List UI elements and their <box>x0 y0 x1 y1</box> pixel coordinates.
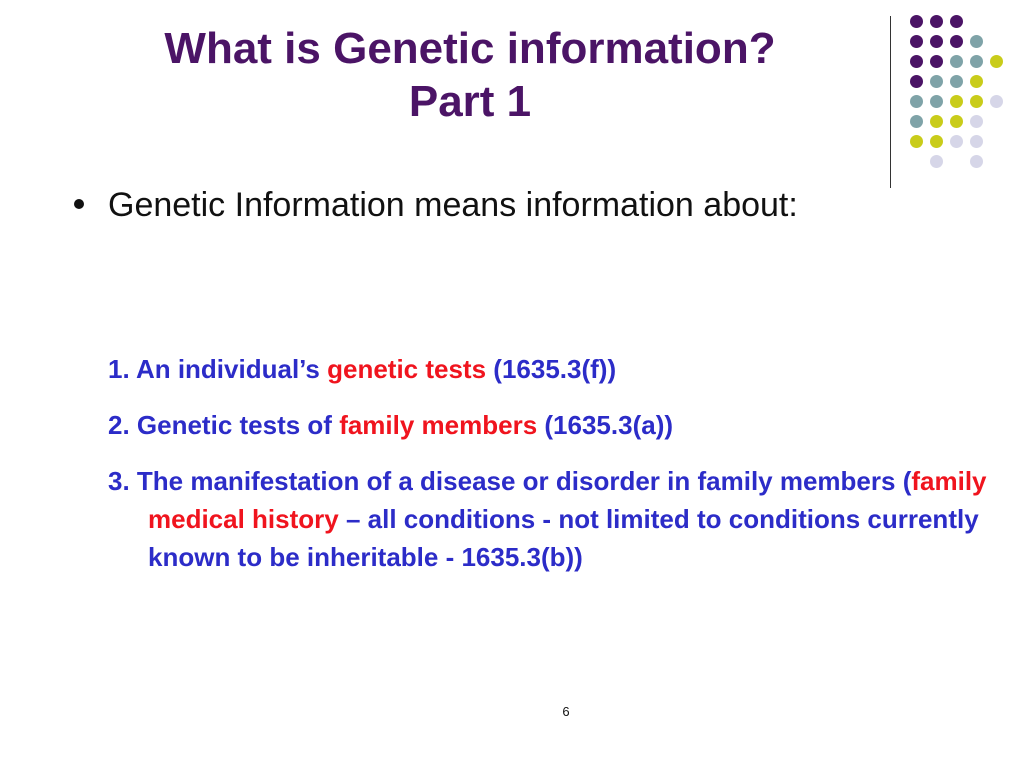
dot <box>950 95 963 108</box>
dot <box>910 15 923 28</box>
dot <box>930 35 943 48</box>
dot <box>910 115 923 128</box>
dot <box>930 75 943 88</box>
item-text: 1. An individual’s <box>108 354 328 384</box>
title-line-2: Part 1 <box>408 77 532 126</box>
item-highlight: family medical history <box>148 466 987 534</box>
bullet-icon <box>74 199 84 209</box>
dot <box>930 135 943 148</box>
dot <box>970 115 983 128</box>
dot <box>910 135 923 148</box>
dot <box>930 155 943 168</box>
list-item <box>108 406 988 444</box>
dot <box>950 75 963 88</box>
decorative-dot-grid <box>909 14 1009 164</box>
item-highlight: genetic tests <box>327 354 487 384</box>
dot <box>930 55 943 68</box>
dot <box>950 115 963 128</box>
dot <box>970 55 983 68</box>
vertical-divider <box>890 16 891 188</box>
dot <box>910 55 923 68</box>
dot <box>930 95 943 108</box>
dot <box>990 95 1003 108</box>
dot <box>990 55 1003 68</box>
list-item <box>108 462 988 576</box>
dot <box>950 135 963 148</box>
dot <box>930 115 943 128</box>
dot <box>910 95 923 108</box>
dot <box>970 155 983 168</box>
item-highlight: family members <box>339 410 538 440</box>
page-number: 6 <box>562 704 570 719</box>
dot <box>910 75 923 88</box>
dot <box>970 95 983 108</box>
list-item <box>108 350 988 388</box>
item-reference: – all conditions - not limited to conditions currently known to be inheritable - 1635.3(b)) <box>148 504 979 572</box>
item-text: 3. The manifestation of a disease or disorder in family members ( <box>108 466 912 496</box>
dot <box>910 35 923 48</box>
numbered-list <box>108 350 988 594</box>
dot <box>930 15 943 28</box>
bullet-text: Genetic Information means information about: <box>108 186 798 224</box>
item-text: 2. Genetic tests of <box>108 410 340 440</box>
item-reference: (1635.3(a)) <box>537 410 674 440</box>
dot <box>970 135 983 148</box>
title-line-1: What is Genetic information? <box>164 24 776 73</box>
dot <box>970 35 983 48</box>
dot <box>950 35 963 48</box>
dot <box>970 75 983 88</box>
item-reference: (1635.3(f)) <box>486 354 617 384</box>
dot <box>950 55 963 68</box>
slide-title <box>60 22 880 128</box>
dot <box>950 15 963 28</box>
